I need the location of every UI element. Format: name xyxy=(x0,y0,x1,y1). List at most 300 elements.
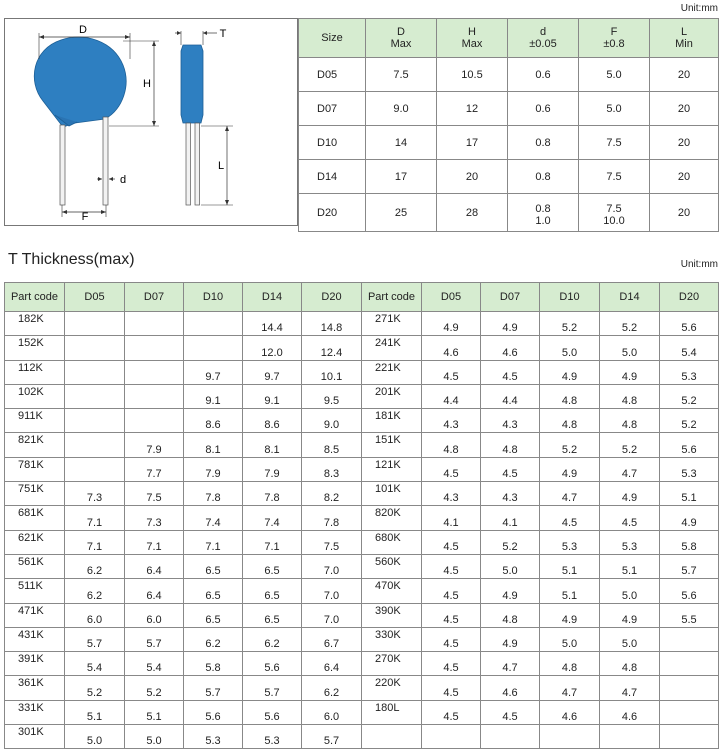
thickness-cell: 7.0 xyxy=(302,554,362,578)
thickness-cell: 5.3 xyxy=(660,360,719,384)
thickness-cell: 5.8 xyxy=(184,652,243,676)
thickness-row xyxy=(5,530,719,554)
dimension-cell: 20 xyxy=(650,160,719,194)
thickness-cell: 5.6 xyxy=(184,700,243,724)
thickness-cell: 4.9 xyxy=(540,603,600,627)
thickness-cell: 7.5 xyxy=(302,530,362,554)
dimension-cell: 9.0 xyxy=(366,92,437,126)
thickness-cell: 5.3 xyxy=(243,725,302,749)
thickness-row xyxy=(5,506,719,530)
thickness-cell: 4.9 xyxy=(600,603,660,627)
thickness-row xyxy=(5,312,719,336)
thickness-cell: 9.7 xyxy=(243,360,302,384)
part-code-cell: 121K xyxy=(362,457,422,481)
thickness-cell: 8.2 xyxy=(302,482,362,506)
part-code-cell: 680K xyxy=(362,530,422,554)
thickness-cell: 9.1 xyxy=(184,384,243,408)
thickness-cell: 6.5 xyxy=(184,579,243,603)
dimension-header-sublabel: ±0.05 xyxy=(529,38,557,50)
thickness-row xyxy=(5,433,719,457)
part-code-cell: 511K xyxy=(5,579,65,603)
thickness-cell: 6.2 xyxy=(65,579,125,603)
thickness-cell: 7.8 xyxy=(184,482,243,506)
thickness-cell: 4.3 xyxy=(422,482,481,506)
thickness-cell: 5.7 xyxy=(184,676,243,700)
thickness-cell: 5.4 xyxy=(660,336,719,360)
thickness-cell: 4.7 xyxy=(600,676,660,700)
thickness-cell: 5.7 xyxy=(65,627,125,651)
part-code-cell: 471K xyxy=(5,603,65,627)
side-lead-right xyxy=(195,123,200,205)
thickness-cell xyxy=(540,725,600,749)
dimension-header-label: H xyxy=(468,26,476,38)
part-code-cell: 241K xyxy=(362,336,422,360)
thickness-header-cell: D05 xyxy=(422,283,481,312)
thickness-cell: 4.5 xyxy=(422,530,481,554)
part-code-cell: 560K xyxy=(362,554,422,578)
thickness-cell: 9.7 xyxy=(184,360,243,384)
thickness-cell: 5.2 xyxy=(125,676,184,700)
dimension-cell: 25 xyxy=(366,194,437,232)
thickness-cell: 6.5 xyxy=(184,603,243,627)
thickness-cell: 5.2 xyxy=(600,433,660,457)
dimension-row xyxy=(299,194,719,232)
thickness-cell: 4.5 xyxy=(422,579,481,603)
thickness-cell: 4.9 xyxy=(481,627,540,651)
thickness-row xyxy=(5,554,719,578)
thickness-cell: 8.1 xyxy=(184,433,243,457)
part-code-cell: 331K xyxy=(5,700,65,724)
thickness-cell: 4.5 xyxy=(422,652,481,676)
thickness-cell: 4.9 xyxy=(660,506,719,530)
part-code-cell: 270K xyxy=(362,652,422,676)
dimension-cell: 17 xyxy=(366,160,437,194)
dimension-header-label: F xyxy=(610,26,618,38)
dimension-header-cell xyxy=(579,19,650,58)
label-L: L xyxy=(217,160,225,172)
thickness-cell: 4.9 xyxy=(422,312,481,336)
dimension-cell: 17 xyxy=(437,126,508,160)
thickness-cell: 5.5 xyxy=(660,603,719,627)
thickness-cell: 7.9 xyxy=(125,433,184,457)
dimension-header-label: Size xyxy=(321,32,343,44)
thickness-cell: 5.2 xyxy=(540,312,600,336)
thickness-header-cell: D10 xyxy=(184,283,243,312)
thickness-cell: 6.4 xyxy=(125,554,184,578)
thickness-cell: 7.1 xyxy=(243,530,302,554)
thickness-cell: 5.0 xyxy=(600,627,660,651)
thickness-header-cell: D20 xyxy=(660,283,719,312)
thickness-cell: 10.1 xyxy=(302,360,362,384)
thickness-cell: 7.3 xyxy=(125,506,184,530)
thickness-cell: 5.2 xyxy=(481,530,540,554)
thickness-cell: 5.7 xyxy=(660,554,719,578)
thickness-cell xyxy=(660,627,719,651)
side-view-body xyxy=(181,45,203,123)
dimension-header-sublabel: Max xyxy=(390,38,412,50)
part-code-cell: 561K xyxy=(5,554,65,578)
thickness-cell: 4.5 xyxy=(422,457,481,481)
part-code-cell: 361K xyxy=(5,676,65,700)
thickness-cell: 9.1 xyxy=(243,384,302,408)
thickness-cell: 5.2 xyxy=(600,312,660,336)
dimension-header-label: D xyxy=(397,26,405,38)
part-code-cell: 181K xyxy=(362,409,422,433)
thickness-row xyxy=(5,676,719,700)
thickness-cell: 4.6 xyxy=(481,676,540,700)
thickness-cell: 4.6 xyxy=(540,700,600,724)
thickness-cell: 5.0 xyxy=(600,336,660,360)
thickness-cell: 6.2 xyxy=(302,676,362,700)
thickness-cell: 4.6 xyxy=(422,336,481,360)
unit-label-thickness: Unit:mm xyxy=(680,259,718,270)
thickness-cell: 12.4 xyxy=(302,336,362,360)
dimension-cell: 5.0 xyxy=(579,58,650,92)
thickness-cell xyxy=(125,384,184,408)
thickness-cell: 4.5 xyxy=(481,700,540,724)
thickness-cell: 4.9 xyxy=(540,360,600,384)
thickness-row xyxy=(5,627,719,651)
thickness-header-cell: Part code xyxy=(5,283,65,312)
thickness-cell: 5.8 xyxy=(660,530,719,554)
thickness-cell: 5.1 xyxy=(65,700,125,724)
thickness-cell: 7.1 xyxy=(184,530,243,554)
dimension-row xyxy=(299,126,719,160)
dimension-cell: 0.6 xyxy=(508,92,579,126)
thickness-cell: 4.3 xyxy=(481,482,540,506)
thickness-header-cell: D14 xyxy=(600,283,660,312)
thickness-cell xyxy=(65,360,125,384)
dimension-cell: 20 xyxy=(650,92,719,126)
thickness-cell: 4.5 xyxy=(422,603,481,627)
dimension-header-label: d xyxy=(539,26,547,38)
thickness-cell: 12.0 xyxy=(243,336,302,360)
thickness-cell: 7.3 xyxy=(65,482,125,506)
thickness-cell: 7.5 xyxy=(125,482,184,506)
dimension-cell: 20 xyxy=(437,160,508,194)
thickness-cell: 5.0 xyxy=(481,554,540,578)
thickness-cell: 5.4 xyxy=(65,652,125,676)
thickness-cell: 4.3 xyxy=(481,409,540,433)
part-code-cell: 751K xyxy=(5,482,65,506)
thickness-cell: 5.3 xyxy=(540,530,600,554)
thickness-cell: 5.7 xyxy=(125,627,184,651)
varistor-drawing xyxy=(5,19,297,225)
part-code-cell: 221K xyxy=(362,360,422,384)
thickness-header-cell: D05 xyxy=(65,283,125,312)
thickness-cell: 4.9 xyxy=(600,360,660,384)
thickness-cell: 5.0 xyxy=(600,579,660,603)
thickness-cell: 7.8 xyxy=(243,482,302,506)
thickness-cell: 7.4 xyxy=(184,506,243,530)
dimension-cell: D20 xyxy=(299,194,366,232)
dimension-cell: D05 xyxy=(299,58,366,92)
thickness-cell xyxy=(184,312,243,336)
thickness-cell: 14.4 xyxy=(243,312,302,336)
thickness-cell: 5.3 xyxy=(600,530,660,554)
thickness-cell: 4.5 xyxy=(422,676,481,700)
thickness-cell xyxy=(65,409,125,433)
thickness-cell: 4.9 xyxy=(481,312,540,336)
thickness-cell xyxy=(660,676,719,700)
thickness-cell: 4.9 xyxy=(540,457,600,481)
thickness-cell: 5.1 xyxy=(540,554,600,578)
thickness-cell: 5.6 xyxy=(243,700,302,724)
thickness-cell xyxy=(125,336,184,360)
part-code-cell: 201K xyxy=(362,384,422,408)
dimension-cell: 20 xyxy=(650,58,719,92)
thickness-cell: 4.5 xyxy=(540,506,600,530)
dimension-cell: 0.8 xyxy=(508,160,579,194)
front-lead-left xyxy=(60,125,65,205)
thickness-cell: 6.0 xyxy=(65,603,125,627)
thickness-cell: 4.5 xyxy=(600,506,660,530)
dimension-cell: 7.5 xyxy=(366,58,437,92)
thickness-cell: 6.2 xyxy=(65,554,125,578)
thickness-row xyxy=(5,457,719,481)
thickness-header-cell: D10 xyxy=(540,283,600,312)
thickness-cell: 5.6 xyxy=(660,579,719,603)
thickness-cell: 5.2 xyxy=(65,676,125,700)
thickness-cell: 5.0 xyxy=(540,336,600,360)
part-code-cell: 151K xyxy=(362,433,422,457)
thickness-header-cell: D07 xyxy=(481,283,540,312)
thickness-cell: 4.7 xyxy=(540,482,600,506)
thickness-cell: 5.0 xyxy=(125,725,184,749)
dimension-header-cell xyxy=(508,19,579,58)
thickness-header-row xyxy=(5,283,719,312)
dimension-header-cell xyxy=(650,19,719,58)
thickness-cell: 7.9 xyxy=(243,457,302,481)
thickness-cell: 4.8 xyxy=(481,603,540,627)
thickness-header-cell: D20 xyxy=(302,283,362,312)
thickness-cell xyxy=(125,360,184,384)
thickness-cell: 4.8 xyxy=(600,409,660,433)
thickness-cell: 4.5 xyxy=(481,457,540,481)
thickness-cell: 5.1 xyxy=(125,700,184,724)
thickness-cell: 8.6 xyxy=(184,409,243,433)
thickness-table xyxy=(4,282,719,749)
thickness-cell xyxy=(660,725,719,749)
unit-label-top: Unit:mm xyxy=(680,3,718,14)
label-H: H xyxy=(143,78,151,90)
part-code-cell: 152K xyxy=(5,336,65,360)
thickness-cell: 4.7 xyxy=(481,652,540,676)
thickness-cell: 8.6 xyxy=(243,409,302,433)
part-code-cell xyxy=(362,725,422,749)
thickness-cell: 7.0 xyxy=(302,579,362,603)
thickness-cell: 7.4 xyxy=(243,506,302,530)
thickness-row xyxy=(5,579,719,603)
dimension-row xyxy=(299,92,719,126)
thickness-cell xyxy=(65,433,125,457)
component-diagram xyxy=(4,18,298,226)
thickness-cell: 7.1 xyxy=(65,530,125,554)
dimension-cell: 0.8 1.0 xyxy=(508,194,579,232)
front-view-body xyxy=(34,37,126,127)
thickness-cell xyxy=(481,725,540,749)
thickness-cell xyxy=(660,700,719,724)
thickness-row xyxy=(5,360,719,384)
side-lead-left xyxy=(186,123,191,205)
thickness-cell xyxy=(65,457,125,481)
thickness-cell: 4.9 xyxy=(481,579,540,603)
dimension-cell: D14 xyxy=(299,160,366,194)
thickness-cell xyxy=(125,312,184,336)
thickness-cell: 7.9 xyxy=(184,457,243,481)
thickness-cell: 4.8 xyxy=(540,384,600,408)
thickness-cell: 4.7 xyxy=(540,676,600,700)
thickness-cell: 4.4 xyxy=(422,384,481,408)
part-code-cell: 911K xyxy=(5,409,65,433)
thickness-cell: 5.1 xyxy=(540,579,600,603)
thickness-cell: 6.0 xyxy=(302,700,362,724)
thickness-cell: 4.7 xyxy=(600,457,660,481)
thickness-cell xyxy=(65,384,125,408)
thickness-cell: 4.1 xyxy=(422,506,481,530)
thickness-cell: 7.7 xyxy=(125,457,184,481)
part-code-cell: 301K xyxy=(5,725,65,749)
thickness-cell: 6.7 xyxy=(302,627,362,651)
thickness-header-cell: D14 xyxy=(243,283,302,312)
thickness-cell: 5.6 xyxy=(660,312,719,336)
thickness-cell: 4.6 xyxy=(600,700,660,724)
thickness-cell: 4.5 xyxy=(422,360,481,384)
thickness-cell: 5.1 xyxy=(660,482,719,506)
thickness-cell: 5.6 xyxy=(243,652,302,676)
part-code-cell: 102K xyxy=(5,384,65,408)
thickness-cell: 4.8 xyxy=(481,433,540,457)
thickness-title: T Thickness(max) xyxy=(8,251,135,268)
thickness-cell: 4.1 xyxy=(481,506,540,530)
thickness-row xyxy=(5,409,719,433)
thickness-cell xyxy=(660,652,719,676)
thickness-cell xyxy=(65,336,125,360)
thickness-cell: 8.1 xyxy=(243,433,302,457)
part-code-cell: 821K xyxy=(5,433,65,457)
label-T: T xyxy=(219,28,227,40)
dimension-cell: 0.6 xyxy=(508,58,579,92)
thickness-row xyxy=(5,652,719,676)
thickness-cell: 6.0 xyxy=(125,603,184,627)
part-code-cell: 180L xyxy=(362,700,422,724)
part-code-cell: 182K xyxy=(5,312,65,336)
thickness-cell: 7.1 xyxy=(125,530,184,554)
dimension-cell: D07 xyxy=(299,92,366,126)
thickness-cell: 9.5 xyxy=(302,384,362,408)
thickness-row xyxy=(5,700,719,724)
thickness-cell: 6.4 xyxy=(302,652,362,676)
dimension-header-sublabel: ±0.8 xyxy=(603,38,625,50)
thickness-cell: 4.5 xyxy=(422,554,481,578)
part-code-cell: 681K xyxy=(5,506,65,530)
thickness-row xyxy=(5,336,719,360)
dimension-row xyxy=(299,160,719,194)
thickness-cell: 9.0 xyxy=(302,409,362,433)
dimension-table xyxy=(298,18,719,232)
thickness-cell: 4.8 xyxy=(422,433,481,457)
part-code-cell: 101K xyxy=(362,482,422,506)
part-code-cell: 390K xyxy=(362,603,422,627)
dimension-cell: 7.5 xyxy=(579,126,650,160)
dimension-cell: 5.0 xyxy=(579,92,650,126)
thickness-cell: 7.8 xyxy=(302,506,362,530)
thickness-cell: 7.1 xyxy=(65,506,125,530)
thickness-cell: 5.0 xyxy=(65,725,125,749)
thickness-cell: 5.7 xyxy=(302,725,362,749)
part-code-cell: 391K xyxy=(5,652,65,676)
dimension-cell: 28 xyxy=(437,194,508,232)
thickness-cell: 5.2 xyxy=(660,384,719,408)
dimension-header-cell xyxy=(437,19,508,58)
thickness-cell: 4.5 xyxy=(422,700,481,724)
label-D: D xyxy=(79,24,87,36)
dimension-header-sublabel: Max xyxy=(461,38,483,50)
part-code-cell: 781K xyxy=(5,457,65,481)
part-code-cell: 330K xyxy=(362,627,422,651)
thickness-cell: 6.4 xyxy=(125,579,184,603)
thickness-cell: 5.3 xyxy=(184,725,243,749)
thickness-cell: 6.5 xyxy=(243,579,302,603)
thickness-cell: 8.5 xyxy=(302,433,362,457)
dimension-header-cell xyxy=(366,19,437,58)
thickness-cell: 6.2 xyxy=(184,627,243,651)
thickness-cell: 4.3 xyxy=(422,409,481,433)
thickness-cell: 4.6 xyxy=(481,336,540,360)
dimension-cell: 14 xyxy=(366,126,437,160)
thickness-cell xyxy=(125,409,184,433)
part-code-cell: 470K xyxy=(362,579,422,603)
thickness-cell: 4.5 xyxy=(422,627,481,651)
thickness-cell: 4.8 xyxy=(600,384,660,408)
dimension-header-label: L xyxy=(680,26,688,38)
dimension-header-cell xyxy=(299,19,366,58)
thickness-row xyxy=(5,482,719,506)
part-code-cell: 431K xyxy=(5,627,65,651)
dimension-cell: 7.5 xyxy=(579,160,650,194)
thickness-cell xyxy=(422,725,481,749)
thickness-cell: 5.4 xyxy=(125,652,184,676)
thickness-row xyxy=(5,725,719,749)
thickness-cell: 5.1 xyxy=(600,554,660,578)
dimension-header-row xyxy=(299,19,719,58)
thickness-cell: 5.0 xyxy=(540,627,600,651)
thickness-cell: 4.8 xyxy=(540,409,600,433)
label-F: F xyxy=(81,211,89,223)
thickness-cell: 5.3 xyxy=(660,457,719,481)
dimension-cell: 7.5 10.0 xyxy=(579,194,650,232)
thickness-cell: 4.8 xyxy=(540,652,600,676)
dimension-cell: D10 xyxy=(299,126,366,160)
thickness-cell xyxy=(65,312,125,336)
dimension-cell: 12 xyxy=(437,92,508,126)
dimension-cell: 20 xyxy=(650,126,719,160)
thickness-cell: 5.6 xyxy=(660,433,719,457)
thickness-cell xyxy=(184,336,243,360)
thickness-cell: 5.2 xyxy=(540,433,600,457)
part-code-cell: 820K xyxy=(362,506,422,530)
thickness-header-cell: Part code xyxy=(362,283,422,312)
dimension-row xyxy=(299,58,719,92)
thickness-cell: 6.5 xyxy=(243,554,302,578)
part-code-cell: 621K xyxy=(5,530,65,554)
thickness-header-cell: D07 xyxy=(125,283,184,312)
part-code-cell: 220K xyxy=(362,676,422,700)
part-code-cell: 271K xyxy=(362,312,422,336)
thickness-cell: 6.2 xyxy=(243,627,302,651)
thickness-cell: 8.3 xyxy=(302,457,362,481)
thickness-cell: 5.7 xyxy=(243,676,302,700)
